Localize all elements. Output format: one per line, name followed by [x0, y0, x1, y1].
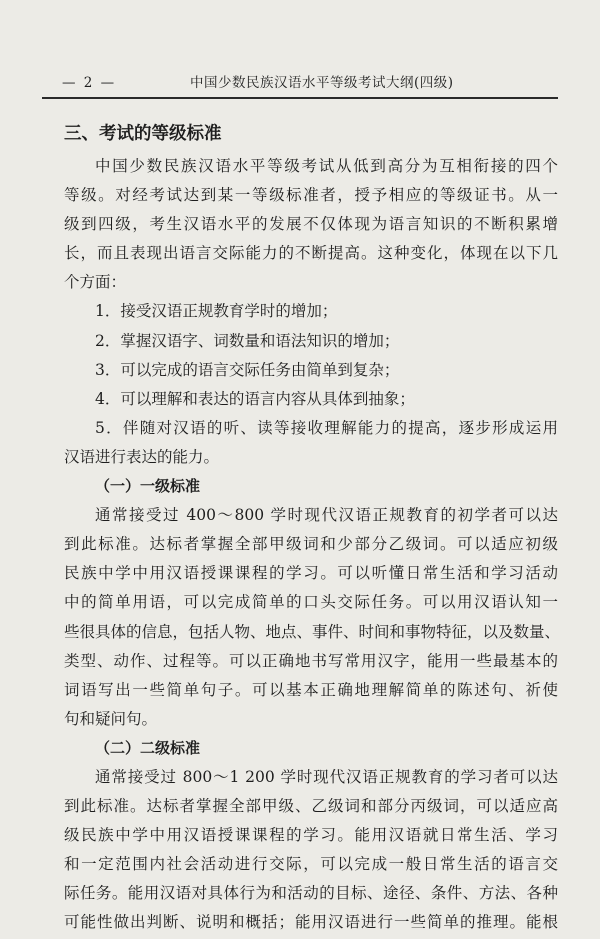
- text-line: 到此标准。达标者掌握全部甲级、乙级词和部分丙级词，可以适应高: [64, 797, 558, 816]
- text-line: 中国少数民族汉语水平等级考试从低到高分为互相衔接的四个: [95, 157, 558, 175]
- text-line: 可能性做出判断、说明和概括；能用汉语进行一些简单的推理。能根: [64, 913, 558, 932]
- text-line: 通常接受过 400～800 学时现代汉语正规教育的初学者可以达: [95, 506, 558, 525]
- page-number: — 2 —: [62, 75, 117, 91]
- list-item: 1．接受汉语正规教育学时的增加；: [95, 302, 338, 321]
- body-text: [64, 118, 561, 938]
- list-item: 4．可以理解和表达的语言内容从具体到抽象；: [95, 389, 415, 408]
- level1-heading: （一）一级标准: [95, 477, 201, 496]
- text-line: 类型、动作、过程等。可以正确地书写常用汉字，能用一些最基本的: [64, 651, 558, 670]
- intro-paragraph: [64, 152, 558, 297]
- level2-paragraph: [64, 763, 558, 938]
- section-title: 三、考试的等级标准: [64, 124, 222, 144]
- text-line: 等级。对经考试达到某一等级标准者，授予相应的等级证书。从一: [64, 186, 558, 205]
- list-item: 汉语进行表达的能力。: [64, 447, 220, 466]
- text-line: 民族中学中用汉语授课课程的学习。可以听懂日常生活和学习活动: [64, 564, 558, 583]
- text-line: 级到四级，考生汉语水平的发展不仅体现为语言知识的不断积累增: [64, 215, 558, 234]
- text-line: 和一定范围内社会活动进行交际，可以完成一般日常生活的语言交: [64, 855, 558, 874]
- list-item: 3．可以完成的语言交际任务由简单到复杂；: [95, 360, 400, 379]
- text-line: 句和疑问句。: [64, 709, 158, 728]
- text-line: 个方面：: [64, 273, 127, 292]
- text-line: 通常接受过 800～1 200 学时现代汉语正规教育的学习者可以达: [95, 767, 558, 786]
- level1-paragraph: [64, 501, 561, 734]
- text-line: 长，而且表现出语言交际能力的不断提高。这种变化，体现在以下几: [64, 244, 558, 263]
- running-title: 中国少数民族汉语水平等级考试大纲(四级): [190, 75, 454, 91]
- list-item: 2．掌握汉语字、词数量和语法知识的增加；: [95, 331, 400, 350]
- numbered-list: [64, 297, 558, 472]
- level2-heading: （二）二级标准: [95, 738, 201, 757]
- running-header: [62, 70, 558, 96]
- text-line: 中的简单用语，可以完成简单的口头交际任务。可以用汉语认知一: [64, 593, 558, 612]
- text-line: 词语写出一些简单句子。可以基本正确地理解简单的陈述句、祈使: [64, 680, 558, 699]
- header-rule: [42, 97, 558, 99]
- text-line: 些很具体的信息，包括人物、地点、事件、时间和事物特征，以及数量、: [64, 622, 561, 641]
- text-line: 级民族中学中用汉语授课课程的学习。能用汉语就日常生活、学习: [64, 826, 558, 845]
- text-line: 际任务。能用汉语对具体行为和活动的目标、途径、条件、方法、各种: [64, 884, 558, 903]
- text-line: 到此标准。达标者掌握全部甲级词和少部分乙级词。可以适应初级: [64, 535, 558, 554]
- list-item: 5．伴随对汉语的听、读等接收理解能力的提高，逐步形成运用: [95, 418, 558, 437]
